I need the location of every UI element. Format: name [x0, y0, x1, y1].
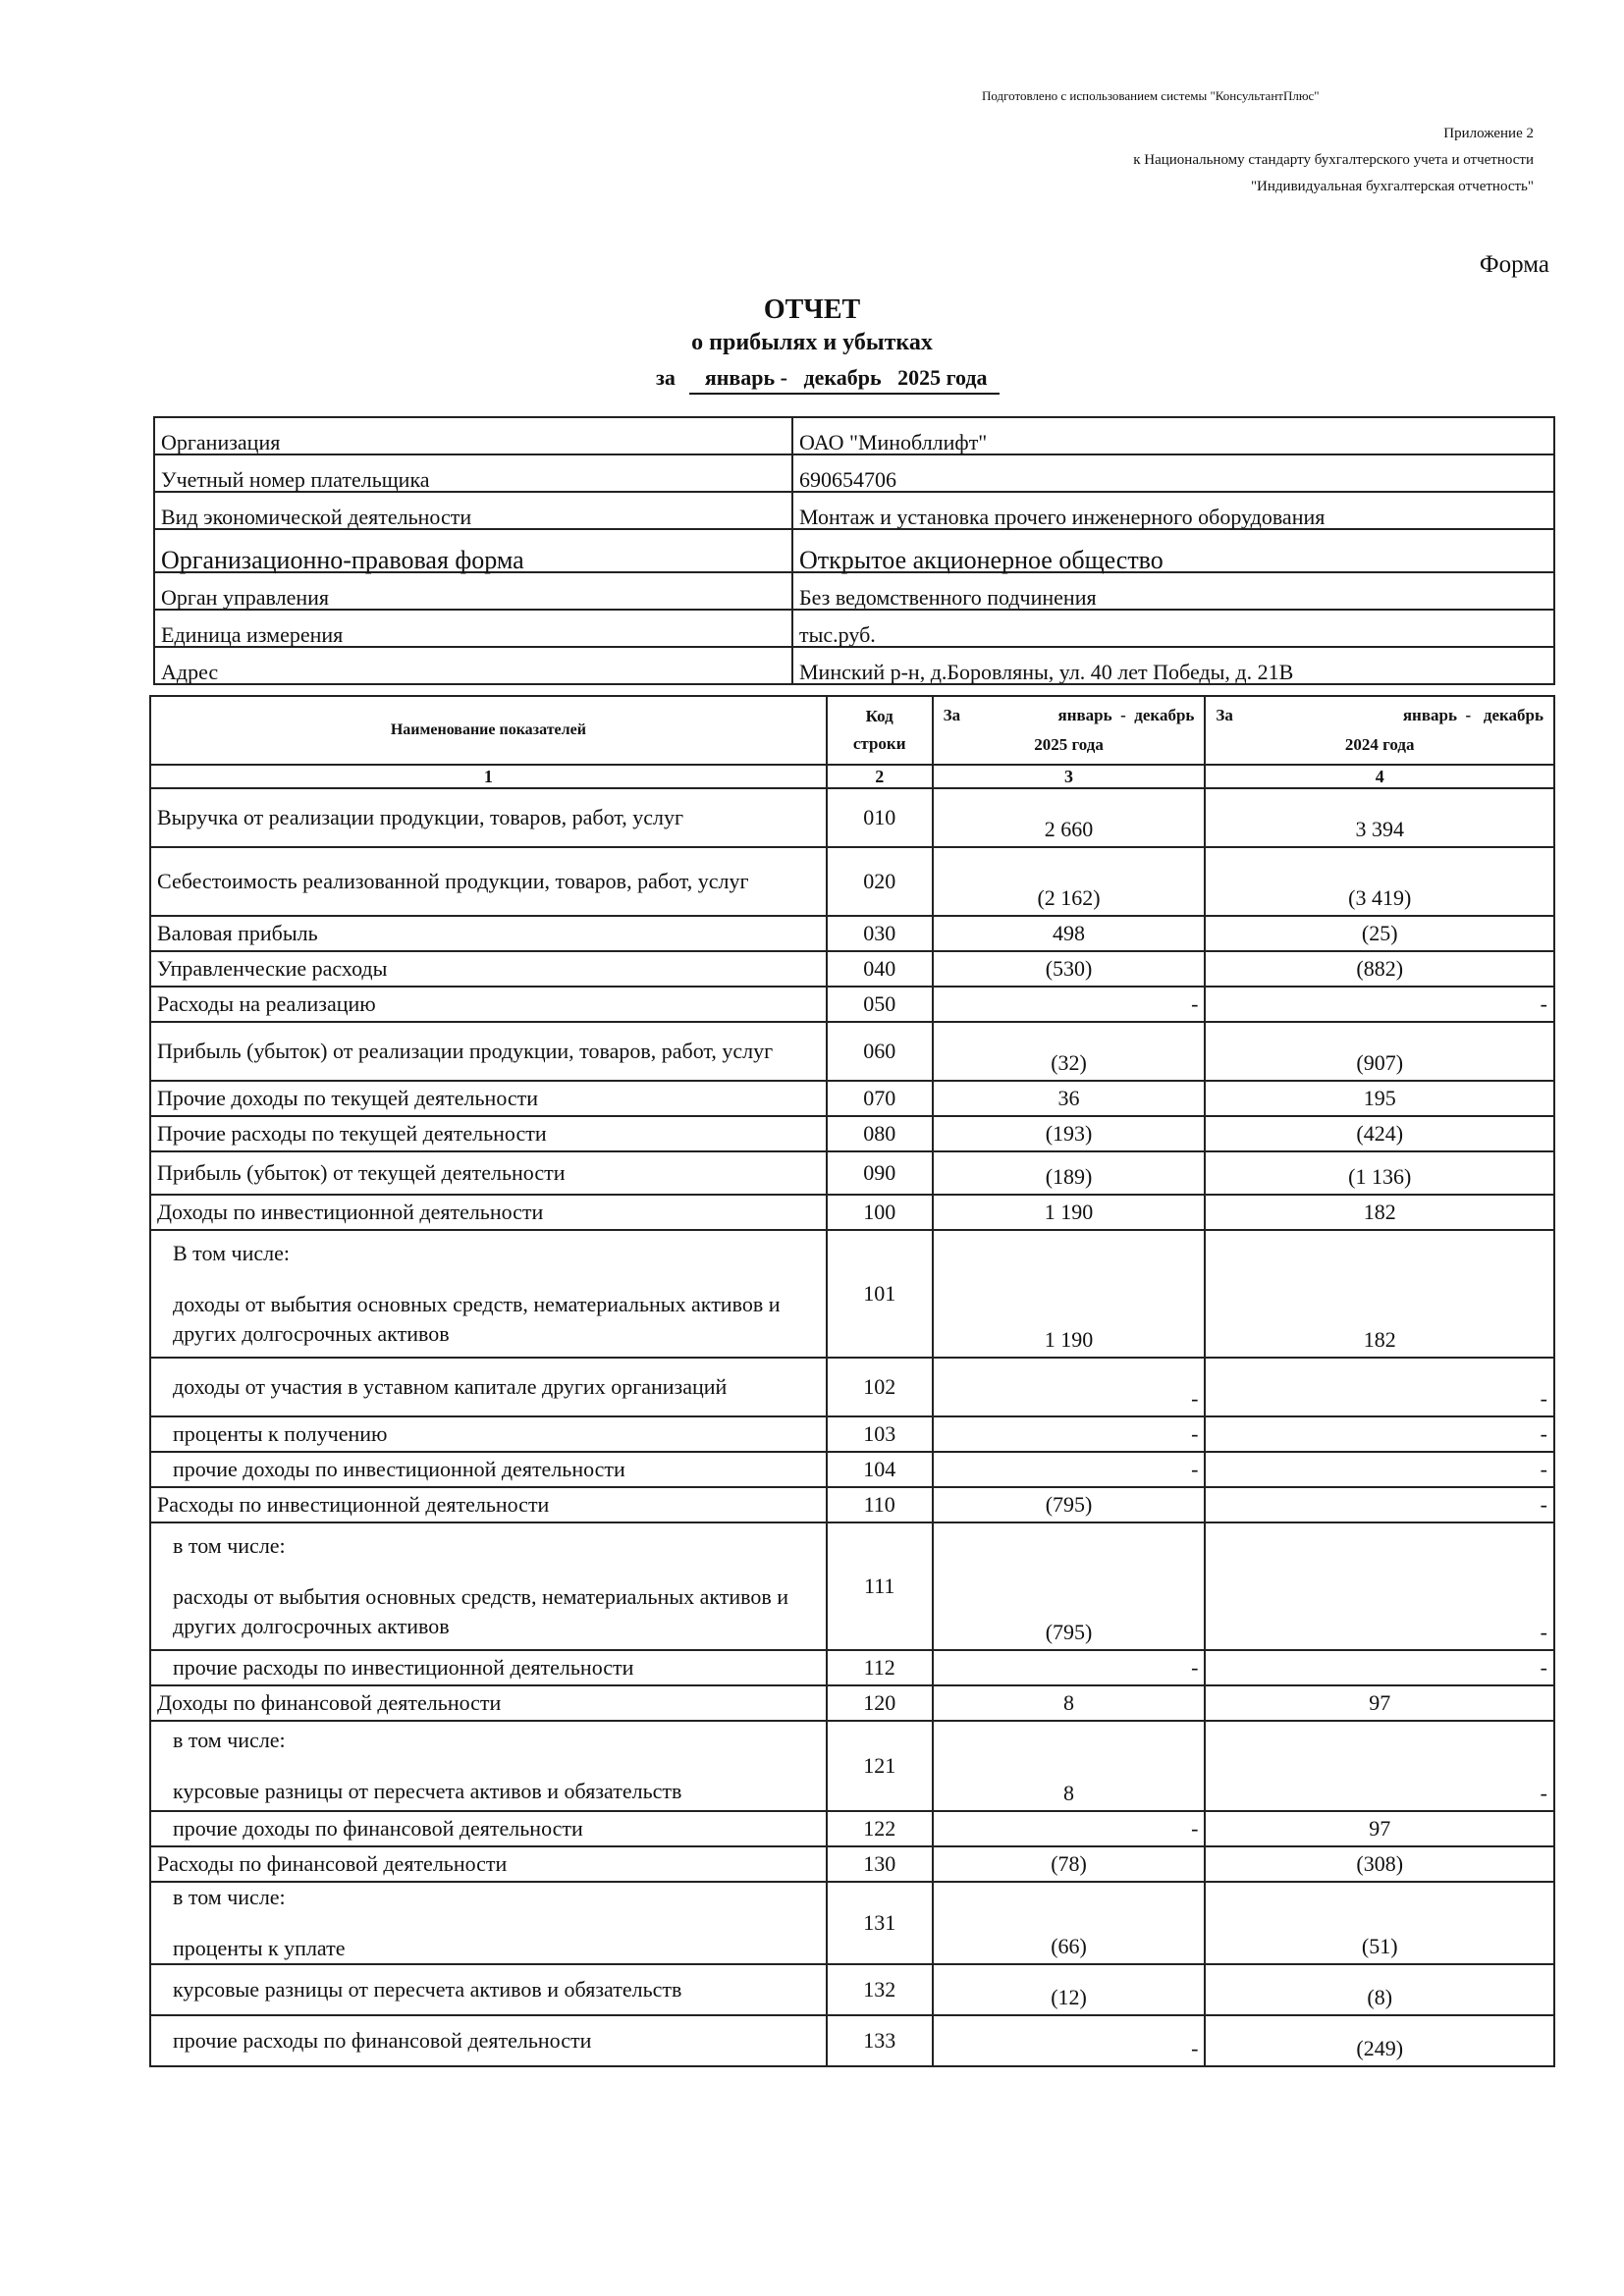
col-number: 2 [827, 765, 933, 788]
info-label: Вид экономической деятельности [154, 492, 792, 529]
value-dash: - [1191, 1421, 1199, 1446]
value: (51) [1361, 1934, 1398, 1958]
row-code: 121 [827, 1721, 933, 1811]
value-cell [933, 2015, 1206, 2066]
indicator-cell [150, 916, 827, 951]
table-row [150, 1882, 1554, 1964]
value: (8) [1367, 1985, 1393, 2009]
value-cell [1205, 788, 1554, 847]
table-row [150, 1650, 1554, 1685]
value: (249) [1356, 2036, 1404, 2060]
col-header-code: Код строки [827, 696, 933, 765]
value-cell [933, 1195, 1206, 1230]
indicator-name: расходы от выбытия основных средств, нематериальных активов и других долгосрочных активов [173, 1584, 789, 1638]
value-cell [933, 1721, 1206, 1811]
organization-info-table [153, 416, 1555, 685]
table-row [150, 1081, 1554, 1116]
value-dash: - [1540, 1421, 1547, 1446]
value-dash: - [1191, 1655, 1199, 1680]
row-code: 111 [827, 1522, 933, 1650]
value-cell [1205, 1846, 1554, 1882]
indicator-name: Доходы по инвестиционной деятельности [157, 1200, 544, 1224]
indicator-name: проценты к получению [173, 1421, 388, 1446]
info-row [154, 529, 1554, 572]
indicator-cell [150, 788, 827, 847]
info-label: Орган управления [154, 572, 792, 610]
value-dash: - [1191, 1816, 1199, 1841]
table-row [150, 951, 1554, 987]
value-cell [1205, 1195, 1554, 1230]
table-row [150, 2015, 1554, 2066]
info-label: Организация [154, 417, 792, 454]
row-code: 102 [827, 1358, 933, 1416]
table-row [150, 1721, 1554, 1811]
value-cell [933, 1650, 1206, 1685]
row-code: 100 [827, 1195, 933, 1230]
value-dash: - [1540, 1492, 1547, 1517]
value-cell [933, 1416, 1206, 1452]
value-cell [1205, 1081, 1554, 1116]
value-cell [1205, 1685, 1554, 1721]
value-cell [933, 1081, 1206, 1116]
info-label: Организационно-правовая форма [154, 529, 792, 572]
row-code: 132 [827, 1964, 933, 2015]
value-dash: - [1540, 1386, 1547, 1411]
value-dash: - [1191, 991, 1199, 1016]
value-cell [933, 1358, 1206, 1416]
value: 1 190 [1044, 1200, 1094, 1224]
row-code: 104 [827, 1452, 933, 1487]
in-that-number-label: в том числе: [173, 1885, 286, 1909]
indicator-name: Расходы на реализацию [157, 991, 376, 1016]
period-value: январь - декабрь 2025 года [689, 365, 1000, 395]
info-value: тыс.руб. [792, 610, 1554, 647]
period-prefix: за [656, 365, 676, 390]
indicator-name: Себестоимость реализованной продукции, товаров, работ, услуг [157, 869, 749, 893]
indicator-cell [150, 1195, 827, 1230]
value-cell [933, 1882, 1206, 1964]
row-code: 101 [827, 1230, 933, 1358]
in-that-number-label: в том числе: [173, 1728, 286, 1752]
info-label: Учетный номер плательщика [154, 454, 792, 492]
value-cell [1205, 1452, 1554, 1487]
indicator-cell [150, 1721, 827, 1811]
value: 195 [1363, 1086, 1396, 1110]
indicator-name: доходы от выбытия основных средств, нематериальных активов и других долгосрочных активов [173, 1292, 781, 1346]
value: (12) [1051, 1985, 1087, 2009]
indicator-cell [150, 1882, 827, 1964]
column-number-row [150, 765, 1554, 788]
indicator-cell [150, 1452, 827, 1487]
table-row [150, 1416, 1554, 1452]
standard-name: "Индивидуальная бухгалтерская отчетность" [1250, 179, 1534, 194]
value: (3 419) [1348, 885, 1412, 910]
value: (32) [1051, 1050, 1087, 1075]
value: 1 190 [1044, 1327, 1094, 1352]
info-value: Без ведомственного подчинения [792, 572, 1554, 610]
value-cell [1205, 1650, 1554, 1685]
table-row [150, 1964, 1554, 2015]
value: (66) [1051, 1934, 1087, 1958]
row-code: 131 [827, 1882, 933, 1964]
prepared-note: Подготовлено с использованием системы "КонсультантПлюс" [982, 88, 1320, 103]
value-dash: - [1191, 1386, 1199, 1411]
table-row [150, 916, 1554, 951]
col-header-previous: За январь - декабрь 2024 года [1205, 696, 1554, 765]
table-row [150, 1151, 1554, 1195]
indicator-name: Расходы по инвестиционной деятельности [157, 1492, 550, 1517]
value: (907) [1356, 1050, 1404, 1075]
indicator-cell [150, 1487, 827, 1522]
table-row [150, 1846, 1554, 1882]
value: 182 [1363, 1327, 1396, 1352]
value: 8 [1063, 1781, 1075, 1805]
value: 3 394 [1355, 817, 1404, 841]
value-cell [1205, 1116, 1554, 1151]
col-number: 4 [1205, 765, 1554, 788]
indicator-cell [150, 987, 827, 1022]
value-cell [1205, 987, 1554, 1022]
value-cell [933, 916, 1206, 951]
value: 8 [1063, 1690, 1075, 1715]
value-cell [933, 1230, 1206, 1358]
value: (795) [1045, 1492, 1093, 1517]
value-dash: - [1191, 1457, 1199, 1481]
indicator-cell [150, 1081, 827, 1116]
row-code: 020 [827, 847, 933, 916]
indicator-name: Выручка от реализации продукции, товаров, работ, услуг [157, 805, 684, 829]
indicator-cell [150, 1964, 827, 2015]
info-row [154, 572, 1554, 610]
info-row [154, 492, 1554, 529]
value-cell [933, 1151, 1206, 1195]
info-value: Открытое акционерное общество [792, 529, 1554, 572]
table-row [150, 1487, 1554, 1522]
value: 498 [1053, 921, 1086, 945]
value-cell [1205, 1487, 1554, 1522]
value-cell [1205, 1416, 1554, 1452]
indicator-cell [150, 1811, 827, 1846]
row-code: 030 [827, 916, 933, 951]
row-code: 090 [827, 1151, 933, 1195]
value-cell [933, 1116, 1206, 1151]
value-cell [933, 1487, 1206, 1522]
info-label: Адрес [154, 647, 792, 684]
in-that-number-label: в том числе: [173, 1533, 286, 1558]
indicator-cell [150, 1650, 827, 1685]
value-cell [933, 847, 1206, 916]
value-dash: - [1191, 2036, 1199, 2060]
value-cell [1205, 1964, 1554, 2015]
row-code: 010 [827, 788, 933, 847]
value-cell [933, 1846, 1206, 1882]
indicator-name: Прочие доходы по текущей деятельности [157, 1086, 539, 1110]
value-cell [1205, 1358, 1554, 1416]
value: (78) [1051, 1851, 1087, 1876]
indicator-cell [150, 1358, 827, 1416]
info-row [154, 647, 1554, 684]
row-code: 103 [827, 1416, 933, 1452]
value: (424) [1356, 1121, 1404, 1146]
form-label: Форма [1479, 251, 1549, 278]
indicator-cell [150, 1230, 827, 1358]
table-row [150, 788, 1554, 847]
value-cell [933, 1452, 1206, 1487]
value-cell [1205, 1811, 1554, 1846]
info-label: Единица измерения [154, 610, 792, 647]
income-statement-table [149, 695, 1555, 2067]
indicator-name: Расходы по финансовой деятельности [157, 1851, 508, 1876]
table-row [150, 1230, 1554, 1358]
indicator-name: Прибыль (убыток) от реализации продукции, товаров, работ, услуг [157, 1039, 774, 1063]
indicator-name: курсовые разницы от пересчета активов и обязательств [173, 1977, 682, 2002]
value-dash: - [1540, 1655, 1547, 1680]
value-cell [933, 987, 1206, 1022]
value: 2 660 [1044, 817, 1094, 841]
indicator-name: Доходы по финансовой деятельности [157, 1690, 502, 1715]
row-code: 122 [827, 1811, 933, 1846]
info-value: Минский р-н, д.Боровляны, ул. 40 лет Победы, д. 21В [792, 647, 1554, 684]
value-cell [1205, 1882, 1554, 1964]
value: (882) [1356, 956, 1404, 981]
in-that-number-label: В том числе: [173, 1241, 290, 1265]
value: 97 [1369, 1690, 1391, 1715]
indicator-cell [150, 1416, 827, 1452]
info-row [154, 610, 1554, 647]
row-code: 130 [827, 1846, 933, 1882]
table-row [150, 1522, 1554, 1650]
row-code: 070 [827, 1081, 933, 1116]
report-title: ОТЧЕТ [763, 294, 861, 325]
value-cell [933, 788, 1206, 847]
info-row [154, 454, 1554, 492]
value-cell [1205, 916, 1554, 951]
indicator-name: Прибыль (убыток) от текущей деятельности [157, 1160, 566, 1185]
table-row [150, 987, 1554, 1022]
indicator-name: доходы от участия в уставном капитале других организаций [173, 1374, 728, 1399]
value-cell [933, 1522, 1206, 1650]
table-row [150, 847, 1554, 916]
table-row [150, 1811, 1554, 1846]
table-row [150, 1195, 1554, 1230]
row-code: 080 [827, 1116, 933, 1151]
info-value: ОАО "Минобллифт" [792, 417, 1554, 454]
indicator-cell [150, 1151, 827, 1195]
value-cell [933, 1022, 1206, 1081]
indicator-name: курсовые разницы от пересчета активов и обязательств [173, 1779, 682, 1803]
indicator-cell [150, 1685, 827, 1721]
value-cell [1205, 1721, 1554, 1811]
indicator-name: Управленческие расходы [157, 956, 388, 981]
value-cell [1205, 1230, 1554, 1358]
indicator-name: проценты к уплате [173, 1936, 346, 1960]
value: (189) [1045, 1164, 1093, 1189]
report-period [656, 365, 1000, 395]
indicator-name: Прочие расходы по текущей деятельности [157, 1121, 547, 1146]
indicator-name: прочие расходы по инвестиционной деятельности [173, 1655, 634, 1680]
value: (2 162) [1037, 885, 1101, 910]
indicator-cell [150, 951, 827, 987]
row-code: 120 [827, 1685, 933, 1721]
value-cell [1205, 951, 1554, 987]
value-cell [1205, 2015, 1554, 2066]
value: 36 [1057, 1086, 1080, 1110]
row-code: 133 [827, 2015, 933, 2066]
row-code: 040 [827, 951, 933, 987]
value: 97 [1369, 1816, 1391, 1841]
table-row [150, 1022, 1554, 1081]
value-cell [933, 1685, 1206, 1721]
indicator-cell [150, 1116, 827, 1151]
value: 182 [1363, 1200, 1396, 1224]
table-row [150, 1685, 1554, 1721]
value-dash: - [1540, 991, 1547, 1016]
row-code: 050 [827, 987, 933, 1022]
value-cell [933, 1964, 1206, 2015]
indicator-name: Валовая прибыль [157, 921, 318, 945]
value-cell [1205, 1022, 1554, 1081]
value: (530) [1045, 956, 1093, 981]
col-header-name: Наименование показателей [150, 696, 827, 765]
info-value: 690654706 [792, 454, 1554, 492]
col-header-current: За январь - декабрь 2025 года [933, 696, 1206, 765]
value-cell [1205, 847, 1554, 916]
indicator-cell [150, 847, 827, 916]
col-number: 1 [150, 765, 827, 788]
table-header-row [150, 696, 1554, 765]
indicator-cell [150, 1846, 827, 1882]
value: (25) [1361, 921, 1398, 945]
table-row [150, 1116, 1554, 1151]
row-code: 110 [827, 1487, 933, 1522]
indicator-name: прочие доходы по инвестиционной деятельности [173, 1457, 625, 1481]
value-dash: - [1540, 1457, 1547, 1481]
value: (308) [1356, 1851, 1404, 1876]
value: (795) [1045, 1620, 1093, 1644]
indicator-cell [150, 2015, 827, 2066]
row-code: 112 [827, 1650, 933, 1685]
value: (193) [1045, 1121, 1093, 1146]
value-dash: - [1540, 1781, 1547, 1805]
value-cell [933, 951, 1206, 987]
table-row [150, 1452, 1554, 1487]
row-code: 060 [827, 1022, 933, 1081]
value-cell [1205, 1151, 1554, 1195]
col-number: 3 [933, 765, 1206, 788]
value-cell [933, 1811, 1206, 1846]
indicator-cell [150, 1522, 827, 1650]
value-dash: - [1540, 1620, 1547, 1644]
info-row [154, 417, 1554, 454]
indicator-name: прочие расходы по финансовой деятельности [173, 2028, 592, 2053]
standard-line: к Национальному стандарту бухгалтерского учета и отчетности [1133, 152, 1534, 168]
indicator-cell [150, 1022, 827, 1081]
table-row [150, 1358, 1554, 1416]
report-subtitle: о прибылях и убытках [691, 330, 933, 355]
appendix-label: Приложение 2 [1443, 126, 1534, 141]
indicator-name: прочие доходы по финансовой деятельности [173, 1816, 583, 1841]
info-value: Монтаж и установка прочего инженерного оборудования [792, 492, 1554, 529]
value-cell [1205, 1522, 1554, 1650]
value: (1 136) [1348, 1164, 1412, 1189]
